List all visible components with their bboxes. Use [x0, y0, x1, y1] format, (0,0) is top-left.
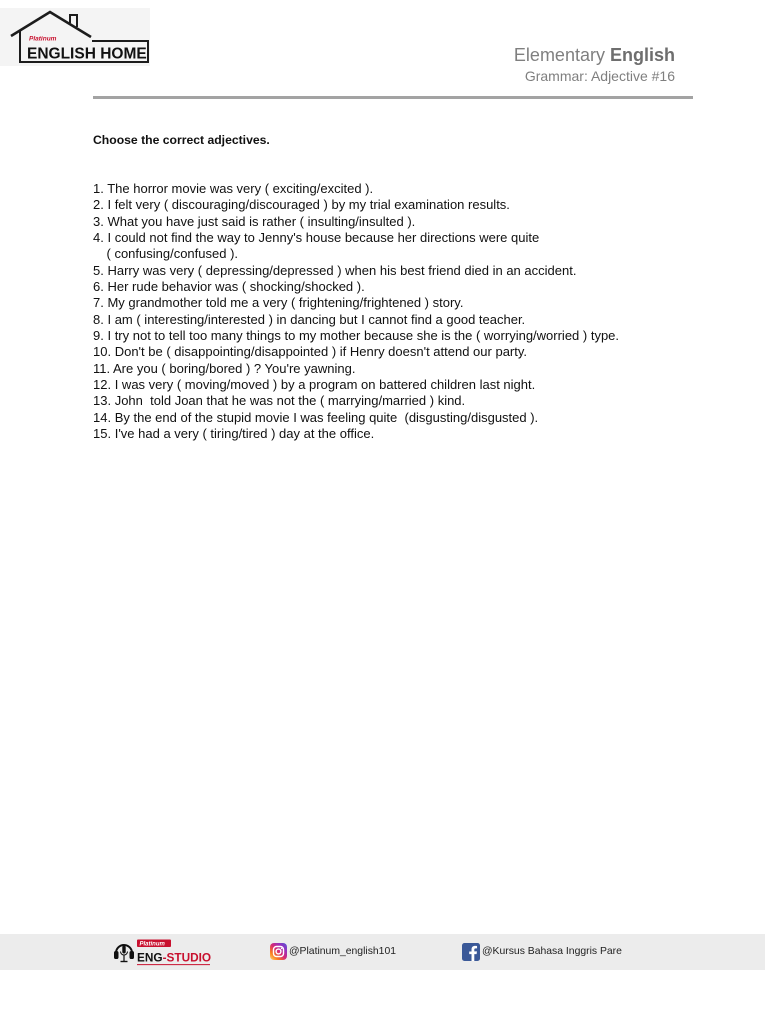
- level-title-regular: Elementary: [513, 45, 605, 65]
- question-number: 1.: [93, 181, 104, 196]
- worksheet-subtitle: Grammar: Adjective #16: [524, 68, 675, 84]
- question-line: [93, 197, 693, 213]
- question-text: Are you ( boring/bored ) ? You're yawning.: [113, 360, 356, 376]
- question-text: My grandmother told me a very ( frightening/frightened ) story.: [107, 295, 464, 311]
- question-number: 12.: [93, 376, 112, 392]
- facebook-handle: @Kursus Bahasa Inggris Pare: [482, 946, 622, 957]
- studio-name-part1: ENG: [137, 950, 163, 965]
- headphone-mic-icon: [114, 945, 134, 962]
- question-text: By the end of the stupid movie I was feeling quite (disgusting/disgusted ).: [114, 409, 539, 425]
- eng-studio-logo: [112, 936, 214, 968]
- question-text: The horror movie was very ( exciting/excited ).: [107, 181, 374, 196]
- question-line: [93, 295, 693, 311]
- question-item: [93, 312, 693, 328]
- question-line: [93, 426, 693, 442]
- question-text: Harry was very ( depressing/depressed ) when his best friend died in an accident.: [107, 262, 577, 278]
- question-number: 15.: [93, 425, 112, 441]
- instagram-icon: [270, 943, 287, 960]
- question-list: [93, 181, 693, 442]
- question-line: [93, 279, 693, 295]
- header-divider: [93, 96, 693, 99]
- question-number: 13.: [93, 393, 112, 409]
- question-number: 10.: [93, 344, 112, 360]
- question-line: [93, 214, 693, 230]
- question-item: [93, 393, 693, 409]
- question-text: I try not to tell too many things to my mother because she is the ( worrying/worried ) type.: [107, 327, 620, 343]
- question-item: [93, 426, 693, 442]
- question-number: 11.: [93, 360, 111, 376]
- question-item: [93, 328, 693, 344]
- question-text: What you have just said is rather ( insulting/insulted ).: [107, 213, 416, 229]
- question-item: [93, 295, 693, 311]
- question-item: [93, 197, 693, 213]
- question-item: [93, 230, 693, 263]
- logo-brand-main: ENGLISH HOME: [27, 45, 147, 63]
- studio-badge-label: Platinum: [139, 941, 165, 948]
- question-item: [93, 214, 693, 230]
- instagram-handle: @Platinum_english101: [289, 946, 397, 957]
- question-number: 3.: [93, 213, 104, 229]
- question-line: [93, 410, 693, 426]
- instruction-heading: Choose the correct adjectives.: [93, 133, 270, 147]
- question-text: I was very ( moving/moved ) by a program on battered children last night.: [114, 376, 536, 392]
- question-item: [93, 279, 693, 295]
- facebook-icon: [462, 943, 480, 961]
- question-line: [93, 181, 693, 197]
- question-line: [93, 393, 693, 409]
- question-number: 9.: [93, 327, 104, 343]
- question-item: [93, 410, 693, 426]
- question-line: [93, 361, 693, 377]
- question-line: [93, 312, 693, 328]
- question-line: [93, 328, 693, 344]
- question-item: [93, 377, 693, 393]
- question-text: I am ( interesting/interested ) in dancing but I cannot find a good teacher.: [107, 311, 526, 327]
- question-line: [93, 344, 693, 360]
- question-item: [93, 344, 693, 360]
- english-home-logo: [0, 0, 152, 68]
- question-text-continuation: ( confusing/confused ).: [106, 246, 239, 262]
- studio-name-part2: -STUDIO: [162, 950, 212, 965]
- question-number: 6.: [93, 278, 104, 294]
- question-item: [93, 181, 693, 197]
- question-item: [93, 361, 693, 377]
- level-title-bold: English: [609, 45, 675, 65]
- studio-name: [137, 951, 211, 965]
- question-number: 14.: [93, 409, 112, 425]
- logo-brand-small: Platinum: [29, 35, 57, 43]
- question-number: 5.: [93, 262, 104, 278]
- question-text: Her rude behavior was ( shocking/shocked ).: [107, 278, 365, 294]
- question-text: Don't be ( disappointing/disappointed ) if Henry doesn't attend our party.: [114, 344, 528, 360]
- question-text: I've had a very ( tiring/tired ) day at the office.: [114, 425, 375, 441]
- question-number: 4.: [93, 229, 104, 245]
- question-number: 8.: [93, 311, 104, 327]
- question-text: I felt very ( discouraging/discouraged ) by my trial examination results.: [107, 197, 510, 213]
- question-line: [93, 377, 693, 393]
- question-line: [93, 230, 693, 246]
- question-number: 7.: [93, 295, 104, 311]
- question-text: John told Joan that he was not the ( marrying/married ) kind.: [114, 393, 466, 409]
- question-item: [93, 263, 693, 279]
- course-level-title: [514, 44, 675, 66]
- question-text: I could not find the way to Jenny's house because her directions were quite: [107, 229, 540, 245]
- question-number: 2.: [93, 197, 104, 213]
- question-line: [93, 263, 693, 279]
